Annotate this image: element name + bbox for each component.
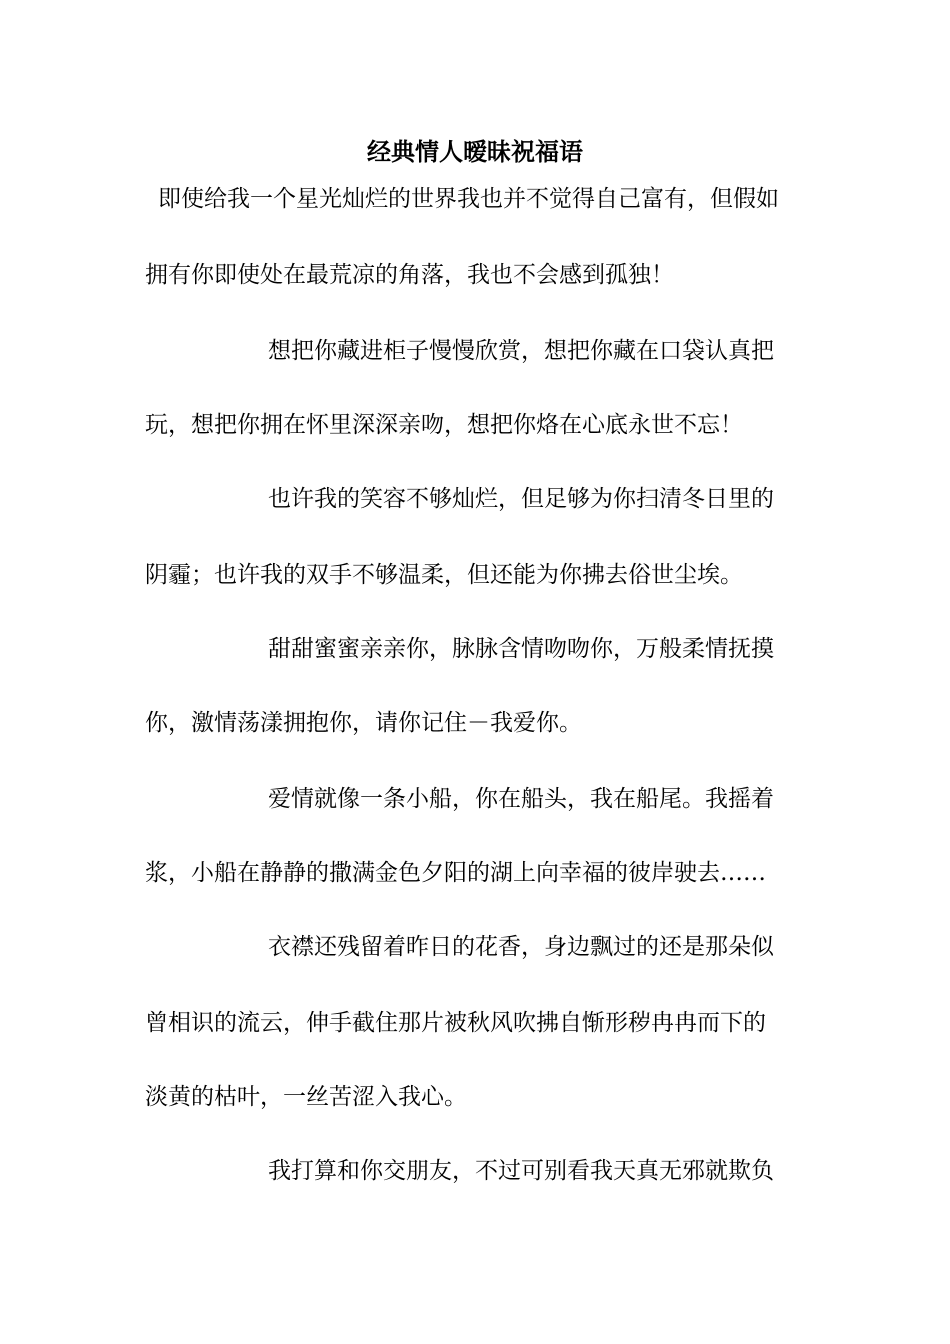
text-line: 浆，小船在静静的撒满金色夕阳的湖上向幸福的彼岸驶去…… — [145, 860, 766, 886]
text-line: 想把你藏进柜子慢慢欣赏，想把你藏在口袋认真把 — [268, 338, 774, 364]
text-line: 曾相识的流云，伸手截住那片被秋风吹拂自惭形秽冉冉而下的 — [145, 1010, 766, 1036]
text-line: 也许我的笑容不够灿烂，但足够为你扫清冬日里的 — [268, 486, 774, 512]
document-title: 经典情人暧昧祝福语 — [367, 137, 583, 166]
text-line: 淡黄的枯叶，一丝苦涩入我心。 — [145, 1084, 467, 1110]
text-line: 玩，想把你拥在怀里深深亲吻，想把你烙在心底永世不忘！ — [145, 412, 743, 438]
text-line: 衣襟还残留着昨日的花香，身边飘过的还是那朵似 — [268, 934, 774, 960]
text-line: 阴霾；也许我的双手不够温柔，但还能为你拂去俗世尘埃。 — [145, 562, 743, 588]
text-line: 我打算和你交朋友，不过可别看我天真无邪就欺负 — [268, 1158, 774, 1184]
text-line: 拥有你即使处在最荒凉的角落，我也不会感到孤独！ — [145, 262, 674, 288]
text-line: 爱情就像一条小船，你在船头，我在船尾。我摇着 — [268, 786, 774, 812]
text-line: 即使给我一个星光灿烂的世界我也并不觉得自己富有，但假如 — [158, 186, 779, 212]
text-line: 甜甜蜜蜜亲亲你，脉脉含情吻吻你，万般柔情抚摸 — [268, 636, 774, 662]
text-line: 你，激情荡漾拥抱你，请你记住－我爱你。 — [145, 710, 582, 736]
